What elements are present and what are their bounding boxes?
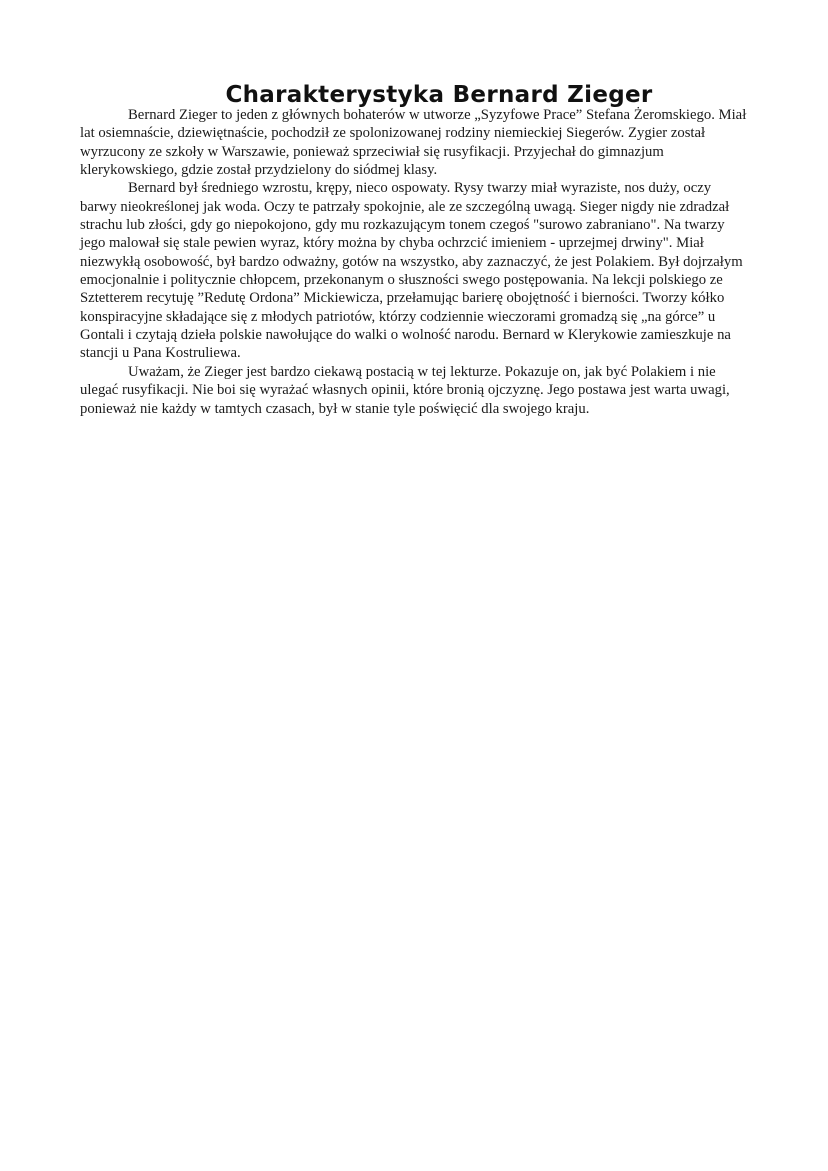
paragraph-conclusion: Uważam, że Zieger jest bardzo ciekawą postacią w tej lekturze. Pokazuje on, jak być Polakiem i nie ulegać rusyfikacji. Nie boi się wyrażać własnych opinii, które bronią ojczyznę. Jego postawa jest warta uwagi, ponieważ nie każdy w tamtych czasach, był w stanie tyle poświęcić dla swojego kraju. <box>80 363 730 417</box>
paragraph-introduction: Bernard Zieger to jeden z głównych bohaterów w utworze „Syzyfowe Prace” Stefana Żeromskiego. Miał lat osiemnaście, dziewiętnaście, pochodził ze spolonizowanej rodziny niemieckiej Siegerów. Zygier został wyrzucony ze szkoły w Warszawie, ponieważ sprzeciwiał się rusyfikacji. Przyjechał do gimnazjum klerykowskiego, gdzie został przydzielony do siódmej klasy. <box>80 107 747 179</box>
paragraph-description: Bernard był średniego wzrostu, krępy, nieco ospowaty. Rysy twarzy miał wyraziste, nos duży, oczy barwy nieokreślonej jak woda. Oczy te patrzały spokojnie, ale ze szczególną uwagą. Sieger nigdy nie zdradzał strachu lub złości, gdy go niepokojono, gdy mu rozkazującym tonem czegoś "surowo zabraniano". Na twarzy jego malował się stale pewien wyraz, który można by chyba ochrzcić imieniem - uprzejmej drwiny". Miał niezwykłą osobowość, był bardzo odważny, gotów na wszystko, aby zaznaczyć, że jest Polakiem. Był dojrzałym emocjonalnie i politycznie chłopcem, przekonanym o słuszności swego postępowania. Na lekcji polskiego ze Sztetterem recytuję ”Redutę Ordona” Mickiewicza, przełamując barierę obojętność i bierności. Tworzy kółko konspiracyjne składające się z młodych patriotów, którzy codziennie wieczorami gromadzą się „na górce” u Gontali i czytają dzieła polskie nawołujące do walki o wolność narodu. Bernard w Klerykowie zamieszkuje na stancji u Pana Kostruliewa. <box>80 180 743 362</box>
document-title: Charakterystyka Bernard Zieger <box>225 82 653 108</box>
document-body <box>80 106 750 418</box>
